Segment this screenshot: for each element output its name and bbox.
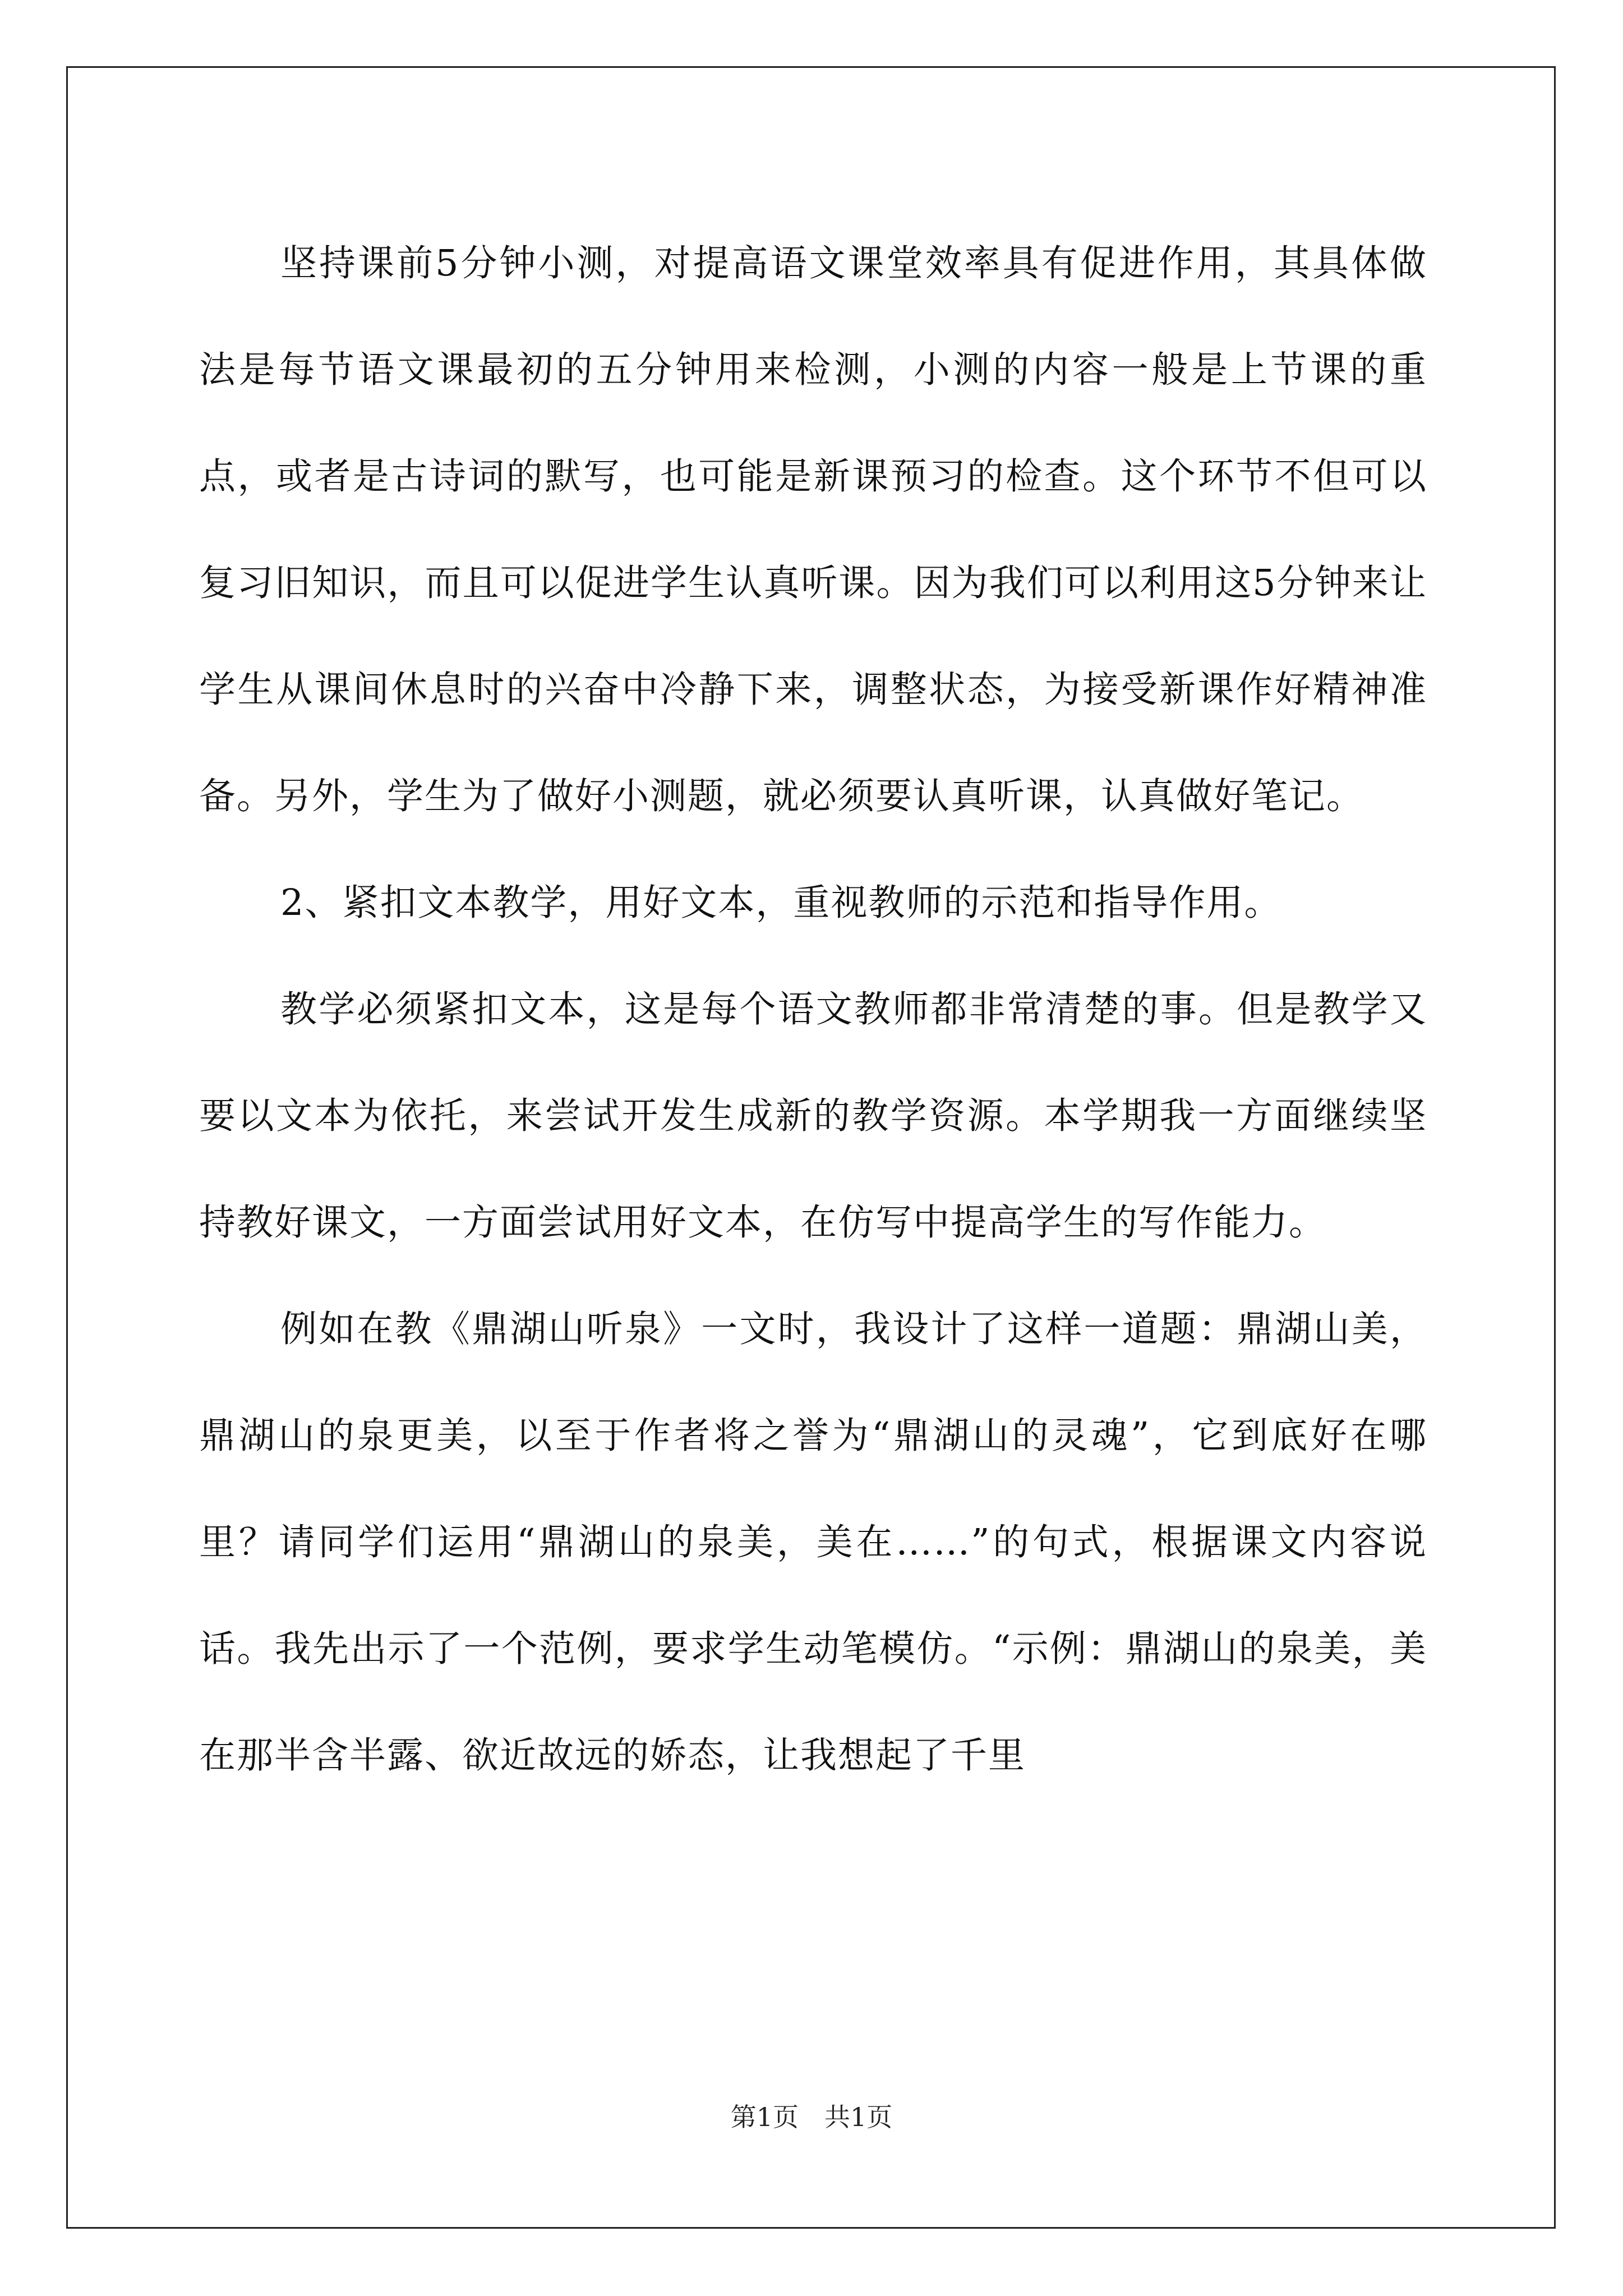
paragraph-example: 例如在教《鼎湖山听泉》一文时，我设计了这样一道题：鼎湖山美，鼎湖山的泉更美，以至于作者将之誉为“鼎湖山的灵魂”，它到底好在哪里？请同学们运用“鼎湖山的泉美，美在……”的句式，根据课文内容说话。我先出示了一个范例，要求学生动笔模仿。“示例：鼎湖山的泉美，美在那半含半露、欲近故远的娇态，让我想起了千里: [199, 1308, 1427, 1777]
page-footer: 第1页 共1页: [730, 2102, 893, 2132]
paragraph-heading-2: 2、紧扣文本教学，用好文本，重视教师的示范和指导作用。: [280, 882, 1282, 924]
paragraph-quiz-practice: 坚持课前5分钟小测，对提高语文课堂效率具有促进作用，其具体做法是每节语文课最初的五分钟用来检测，小测的内容一般是上节课的重点，或者是古诗词的默写，也可能是新课预习的检查。这个环节不但可以复习旧知识，而且可以促进学生认真听课。因为我们可以利用这5分钟来让学生从课间休息时的兴奋中冷静下来，调整状态，为接受新课作好精神准备。另外，学生为了做好小测题，就必须要认真听课，认真做好笔记。: [199, 242, 1427, 817]
document-body: [199, 210, 1427, 1809]
paragraph-text-teaching: 教学必须紧扣文本，这是每个语文教师都非常清楚的事。但是教学又要以文本为依托，来尝试开发生成新的教学资源。本学期我一方面继续坚持教好课文，一方面尝试用好文本，在仿写中提高学生的写作能力。: [199, 988, 1427, 1244]
